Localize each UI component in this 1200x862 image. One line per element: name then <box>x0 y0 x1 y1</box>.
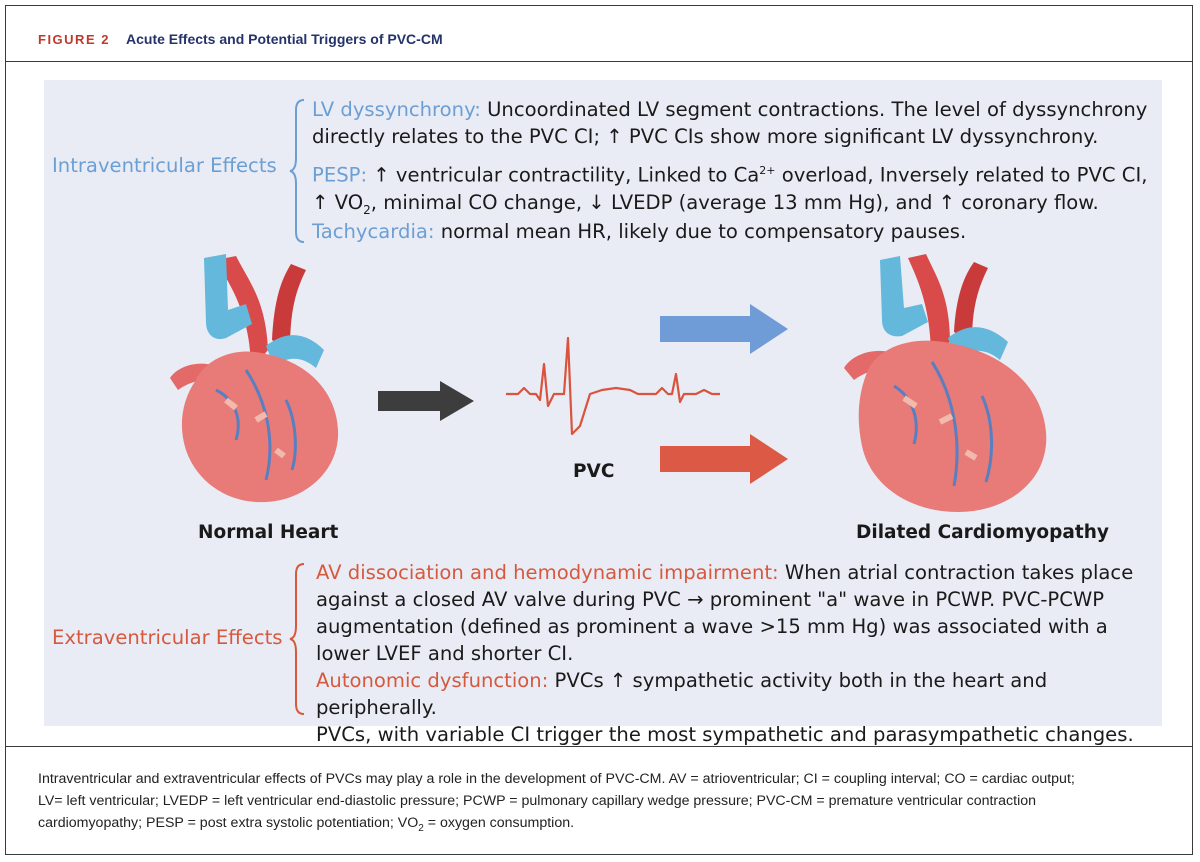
normal-heart-label: Normal Heart <box>198 522 339 543</box>
extraventricular-label: Extraventricular Effects <box>52 626 283 649</box>
caption-divider <box>6 746 1192 747</box>
figure-number: FIGURE 2 <box>38 32 110 47</box>
intraventricular-label: Intraventricular Effects <box>52 154 277 177</box>
pesp-line1a: ↑ ventricular contractility, Linked to Ca <box>367 163 760 187</box>
figure-title: Acute Effects and Potential Triggers of PVC-CM <box>126 31 443 47</box>
extraventricular-brace <box>288 562 308 716</box>
av-line3: augmentation (defined as prominent a wave >15 mm Hg) was associated with a <box>316 615 1108 638</box>
figure-caption <box>38 768 1148 840</box>
auto-line2: PVCs, with variable CI trigger the most sympathetic and parasympathetic changes. <box>316 723 1134 746</box>
tachycardia-label: Tachycardia: <box>312 220 435 243</box>
dilated-cardiomyopathy-label: Dilated Cardiomyopathy <box>856 522 1109 543</box>
pesp-line2a: ↑ VO <box>312 190 364 214</box>
av-line2: against a closed AV valve during PVC → prominent "a" wave in PCWP. PVC-PCWP <box>316 588 1105 611</box>
auto-line1: PVCs ↑ sympathetic activity both in the heart and peripherally. <box>316 669 1048 719</box>
figure-header <box>6 6 1192 62</box>
caption-line2: LV= left ventricular; LVEDP = left ventricular end-diastolic pressure; PCWP = pulmonary capillary wedge pressure; PVC-CM = premature ventricular contraction <box>38 793 1037 809</box>
right-arrow-red <box>660 434 790 484</box>
caption-line3b: = oxygen consumption. <box>423 815 575 831</box>
tachycardia-block <box>312 218 1162 245</box>
lv-line1: Uncoordinated LV segment contractions. The level of dyssynchrony <box>480 98 1148 121</box>
pesp-line1b: overload, Inversely related to PVC CI, <box>775 163 1148 187</box>
normal-heart-illustration <box>156 250 356 510</box>
pvc-label: PVC <box>573 461 615 482</box>
av-dissociation-block <box>316 559 1166 667</box>
caption-line1: Intraventricular and extraventricular effects of PVCs may play a role in the development of PVC-CM. AV = atrioventricular; CI = coupling interval; CO = cardiac output; <box>38 771 1075 787</box>
figure-frame <box>5 5 1193 855</box>
lv-line2: directly relates to the PVC CI; ↑ PVC CIs show more significant LV dyssynchrony. <box>312 125 1099 148</box>
tachycardia-text: normal mean HR, likely due to compensatory pauses. <box>434 220 967 243</box>
right-arrow-dark <box>378 381 478 421</box>
caption-line3a: cardiomyopathy; PESP = post extra systolic potentiation; VO <box>38 815 419 831</box>
lv-dyssynchrony-block <box>312 96 1162 150</box>
autonomic-dysfunction-block <box>316 667 1166 748</box>
pesp-sup: 2+ <box>759 164 776 177</box>
lv-dyssynchrony-label: LV dyssynchrony: <box>312 98 481 121</box>
caption-line3-sub: 2 <box>418 822 424 834</box>
pesp-block <box>312 157 1162 223</box>
av-dissociation-label: AV dissociation and hemodynamic impairment: <box>316 561 779 584</box>
av-line1: When atrial contraction takes place <box>778 561 1134 584</box>
pesp-line2b: , minimal CO change, ↓ LVEDP (average 13 mm Hg), and ↑ coronary flow. <box>370 190 1099 214</box>
av-line4: lower LVEF and shorter CI. <box>316 642 574 665</box>
pesp-label: PESP: <box>312 163 368 187</box>
dilated-heart-illustration <box>836 246 1066 516</box>
pesp-sub: 2 <box>363 202 371 217</box>
intraventricular-brace <box>288 98 308 244</box>
right-arrow-blue <box>660 304 790 354</box>
autonomic-dysfunction-label: Autonomic dysfunction: <box>316 669 549 692</box>
